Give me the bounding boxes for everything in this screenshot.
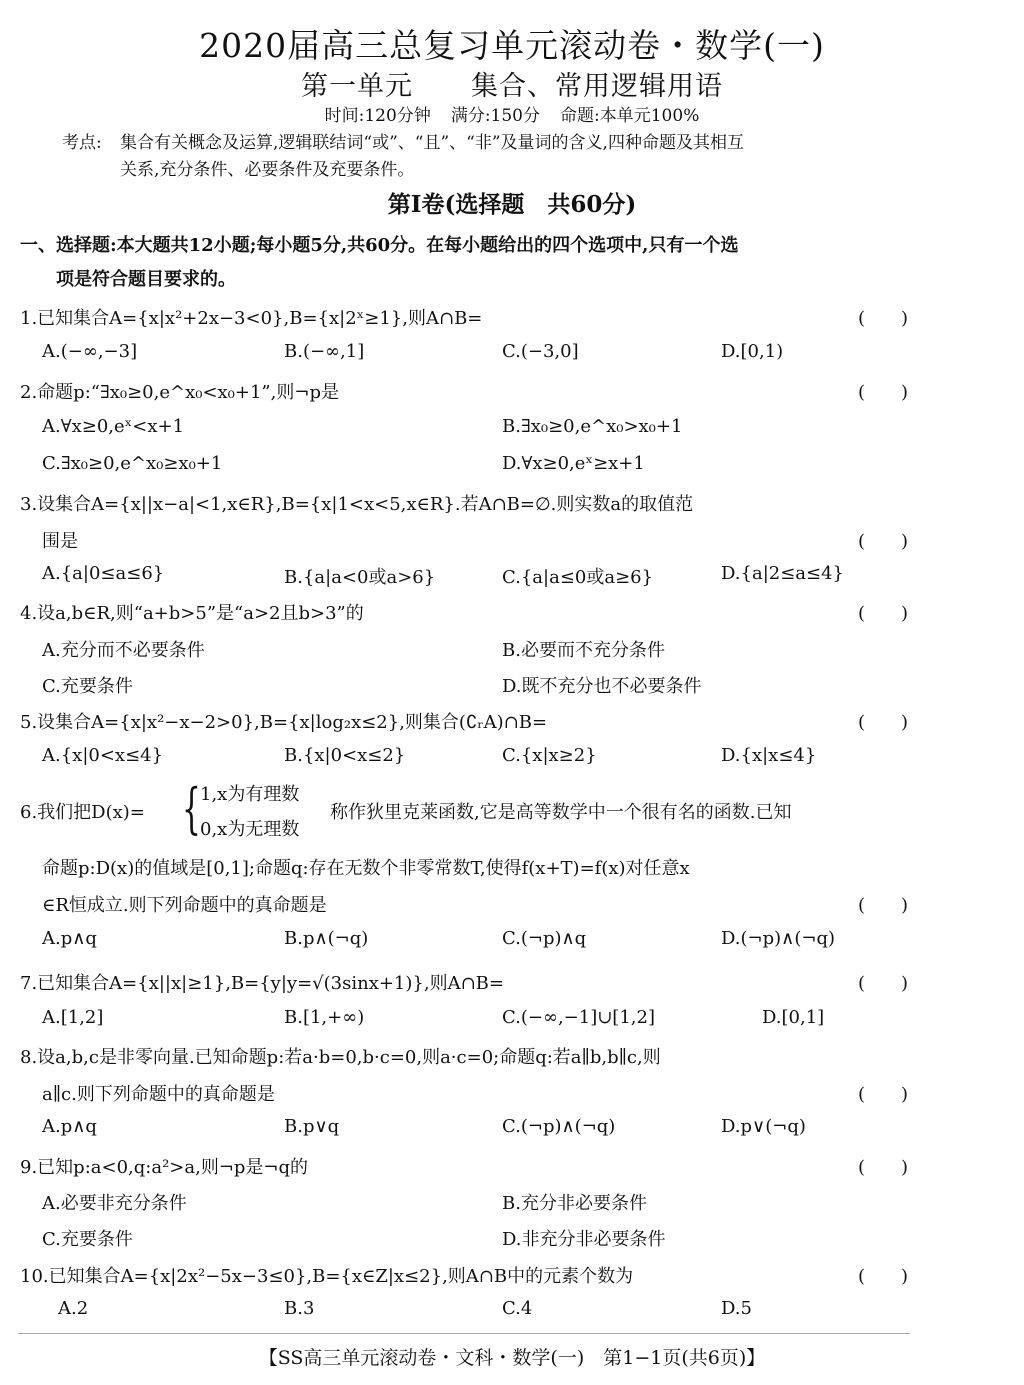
answer-paren: ( ) — [857, 1157, 908, 1178]
answer-paren: ( ) — [857, 531, 908, 552]
question-7-option-a: A.[1,2] — [42, 1007, 104, 1028]
question-9-option-a: A.必要非充分条件 — [42, 1193, 187, 1214]
page-footer: 【SS高三单元滚动卷・文科・数学(一) 第1−1页(共6页)】 — [258, 1347, 766, 1369]
question-1-option-b: B.(−∞,1] — [284, 341, 365, 362]
question-1-option-d: D.[0,1) — [721, 341, 784, 362]
question-6-text-post: 称作狄里克莱函数,它是高等数学中一个很有名的函数.已知 — [330, 802, 792, 823]
kaodian-text-2: 关系,充分条件、必要条件及充要条件。 — [120, 160, 415, 180]
section-instructions — [20, 229, 910, 297]
question-8-stem-cont — [42, 1080, 908, 1106]
question-9-text: 9.已知p:a<0,q:a²>a,则¬p是¬q的 — [20, 1157, 309, 1178]
exam-score: 满分:150分 — [450, 106, 541, 126]
question-9-option-b: B.充分非必要条件 — [502, 1193, 647, 1214]
question-3-stem: 3.设集合A={x||x−a|<1,x∈R},B={x|1<x<5,x∈R}.若A∩B=∅.则实数a的取值范 — [20, 494, 694, 515]
question-10-option-d: D.5 — [721, 1298, 752, 1319]
question-6-text-3: ∈R恒成立.则下列命题中的真命题是 — [42, 895, 327, 916]
answer-paren: ( ) — [857, 712, 908, 733]
question-3-text-2: 围是 — [42, 531, 78, 552]
question-7-option-b: B.[1,+∞) — [284, 1007, 365, 1028]
question-6-text-pre: 6.我们把D(x)= — [20, 802, 145, 823]
exam-meta — [0, 101, 1024, 126]
question-8-option-b: B.p∨q — [284, 1116, 340, 1137]
question-8-option-d: D.p∨(¬q) — [721, 1116, 806, 1137]
exam-time: 时间:120分钟 — [324, 106, 431, 126]
answer-paren: ( ) — [857, 603, 908, 624]
question-1-option-a: A.(−∞,−3] — [42, 341, 138, 362]
question-4-option-a: A.充分而不必要条件 — [42, 640, 205, 661]
question-2-option-a: A.∀x≥0,eˣ<x+1 — [42, 416, 185, 437]
page-title: 2020届高三总复习单元滚动卷・数学(一) — [199, 26, 825, 65]
question-2-option-b: B.∃x₀≥0,e^x₀>x₀+1 — [502, 416, 683, 437]
question-7-option-c: C.(−∞,−1]∪[1,2] — [502, 1007, 655, 1028]
answer-paren: ( ) — [857, 1266, 908, 1287]
question-9-option-c: C.充要条件 — [42, 1229, 133, 1250]
question-6-stem-cont-2 — [42, 891, 908, 917]
question-4-text: 4.设a,b∈R,则“a+b>5”是“a>2且b>3”的 — [20, 603, 364, 624]
question-2-option-d: D.∀x≥0,eˣ≥x+1 — [502, 453, 645, 474]
question-9-stem — [20, 1153, 908, 1179]
question-6-stem-cont: 命题p:D(x)的值域是[0,1];命题q:存在无数个非零常数T,使得f(x+T)=f(x)对任意x — [42, 858, 690, 879]
question-6-option-d: D.(¬p)∧(¬q) — [721, 928, 835, 949]
question-10-stem — [20, 1262, 908, 1288]
kaodian — [62, 130, 912, 184]
brace-glyph: { — [182, 777, 201, 840]
section-line-2: 项是符合题目要求的。 — [56, 269, 236, 290]
exam-scope: 命题:本单元100% — [560, 106, 700, 126]
question-5-stem — [20, 708, 908, 734]
question-4-stem — [20, 599, 908, 625]
footer-divider — [18, 1333, 910, 1334]
question-8-stem: 8.设a,b,c是非零向量.已知命题p:若a·b=0,b·c=0,则a·c=0;命题q:若a∥b,b∥c,则 — [20, 1047, 661, 1068]
question-5-option-d: D.{x|x≤4} — [721, 745, 817, 766]
question-6-definition — [20, 777, 908, 840]
question-1-option-c: C.(−3,0] — [502, 341, 579, 362]
answer-paren: ( ) — [857, 308, 908, 329]
question-3-option-c: C.{a|a≤0或a≥6} — [502, 567, 654, 588]
question-2-option-c: C.∃x₀≥0,e^x₀≥x₀+1 — [42, 453, 223, 474]
question-7-text: 7.已知集合A={x||x|≥1},B={y|y=√(3sinx+1)},则A∩B= — [20, 973, 504, 994]
question-10-option-c: C.4 — [502, 1298, 533, 1319]
question-1-text: 1.已知集合A={x|x²+2x−3<0},B={x|2ˣ≥1},则A∩B= — [20, 308, 483, 329]
question-10-option-a: A.2 — [58, 1298, 89, 1319]
section-line-1: 一、选择题:本大题共12小题;每小题5分,共60分。在每小题给出的四个选项中,只有一个选 — [20, 235, 739, 256]
question-6-case-1: 1,x为有理数 — [200, 784, 300, 805]
question-6-option-c: C.(¬p)∧q — [502, 928, 587, 949]
unit-heading — [0, 64, 1024, 103]
question-9-option-d: D.非充分非必要条件 — [502, 1229, 666, 1250]
question-7-option-d: D.[0,1] — [762, 1007, 825, 1028]
question-8-option-a: A.p∧q — [42, 1116, 97, 1137]
question-4-option-c: C.充要条件 — [42, 676, 133, 697]
question-5-option-a: A.{x|0<x≤4} — [42, 745, 164, 766]
question-2-stem — [20, 378, 908, 404]
question-3-option-b: B.{a|a<0或a>6} — [284, 567, 436, 588]
unit-number: 第一单元 — [301, 71, 413, 102]
question-8-option-c: C.(¬p)∧(¬q) — [502, 1116, 616, 1137]
question-5-text: 5.设集合A={x|x²−x−2>0},B={x|log₂x≤2},则集合(∁ᵣA)∩B= — [20, 712, 548, 733]
question-3-stem-cont — [42, 527, 908, 553]
question-6-option-a: A.p∧q — [42, 928, 97, 949]
answer-paren: ( ) — [857, 895, 908, 916]
question-5-option-b: B.{x|0<x≤2} — [284, 745, 406, 766]
question-3-option-d: D.{a|2≤a≤4} — [721, 563, 845, 584]
unit-topic: 集合、常用逻辑用语 — [471, 71, 723, 102]
question-6-option-b: B.p∧(¬q) — [284, 928, 369, 949]
question-3-option-a: A.{a|0≤a≤6} — [42, 563, 165, 584]
question-7-stem — [20, 969, 908, 995]
question-10-text: 10.已知集合A={x|2x²−5x−3≤0},B={x∈Z|x≤2},则A∩B中的元素个数为 — [20, 1266, 634, 1287]
answer-paren: ( ) — [857, 973, 908, 994]
answer-paren: ( ) — [857, 382, 908, 403]
question-2-text: 2.命题p:“∃x₀≥0,e^x₀<x₀+1”,则¬p是 — [20, 382, 339, 403]
volume-title: 第Ⅰ卷(选择题 共60分) — [387, 191, 637, 218]
question-8-text-2: a∥c.则下列命题中的真命题是 — [42, 1084, 275, 1105]
question-10-option-b: B.3 — [284, 1298, 315, 1319]
question-4-option-d: D.既不充分也不必要条件 — [502, 676, 702, 697]
question-4-option-b: B.必要而不充分条件 — [502, 640, 665, 661]
question-5-option-c: C.{x|x≥2} — [502, 745, 597, 766]
answer-paren: ( ) — [857, 1084, 908, 1105]
kaodian-label: 考点: — [62, 133, 102, 153]
question-6-case-2: 0,x为无理数 — [200, 819, 300, 840]
kaodian-text-1: 集合有关概念及运算,逻辑联结词“或”、“且”、“非”及量词的含义,四种命题及其相互 — [120, 133, 744, 153]
question-1-stem — [20, 304, 908, 330]
